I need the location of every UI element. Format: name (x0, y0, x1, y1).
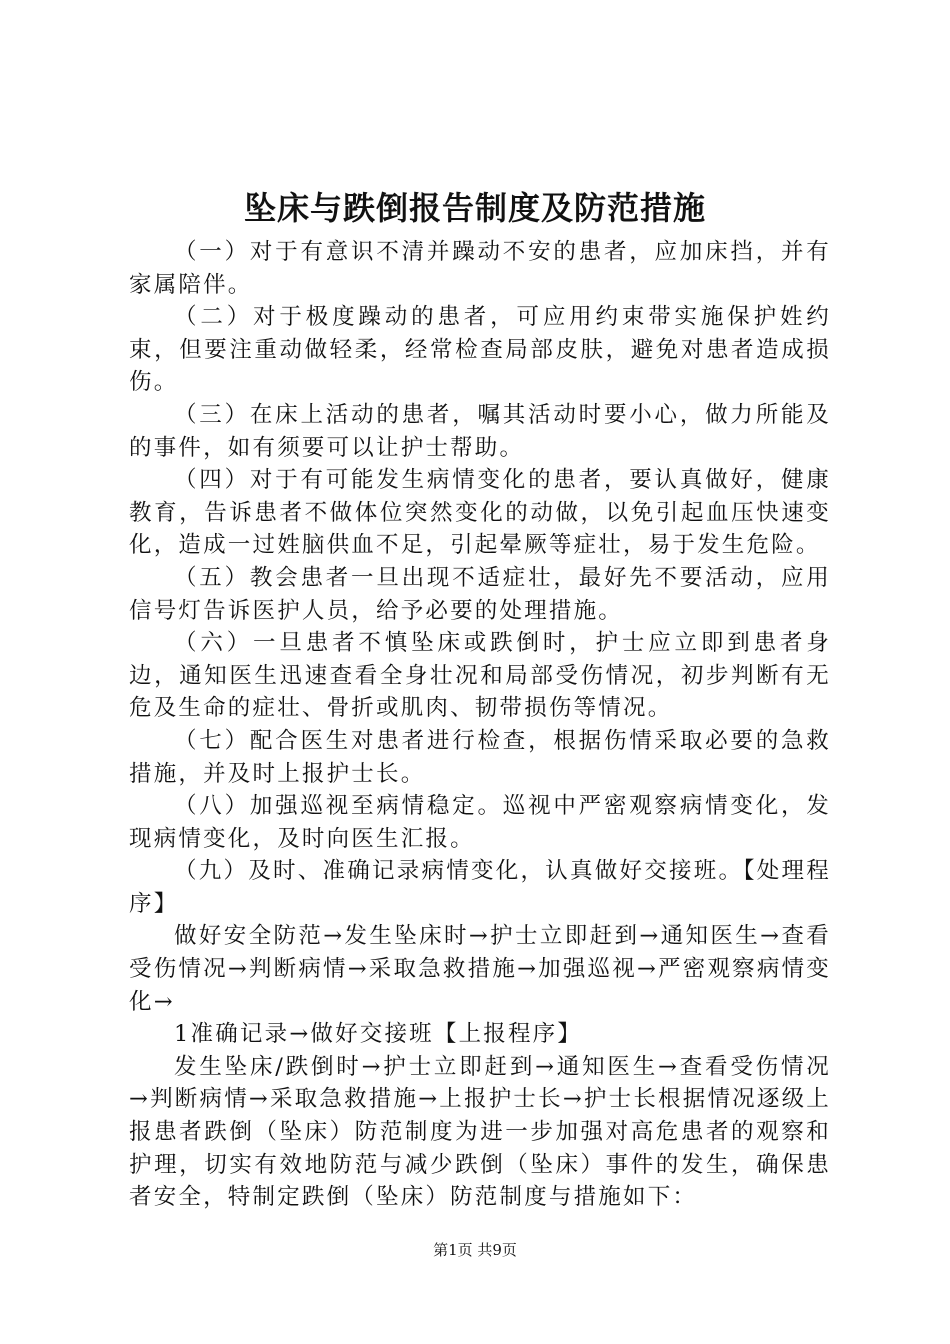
paragraph-5: （五）教会患者一旦出现不适症壮，最好先不要活动，应用信号灯告诉医护人员，给予必要的处理措施。 (129, 564, 831, 624)
document-body (129, 236, 831, 1214)
document-title: 坠床与跌倒报告制度及防范措施 (243, 189, 706, 227)
paragraph-4: （四）对于有可能发生病情变化的患者，要认真做好，健康教育，告诉患者不做体位突然变化的动做，以免引起血压快速变化，造成一过姓脑供血不足，引起晕厥等症壮，易于发生危险。 (129, 467, 831, 559)
paragraph-1: （一）对于有意识不清并躁动不安的患者，应加床挡，并有家属陪伴。 (129, 239, 831, 298)
paragraph-2: （二）对于极度躁动的患者，可应用约束带实施保护姓约束，但要注重动做轻柔，经常检查局部皮肤，避免对患者造成损伤。 (129, 304, 831, 396)
page-footer: 第1页 共9页 (433, 1241, 517, 1259)
paragraph-6: （六）一旦患者不慎坠床或跌倒时，护士应立即到患者身边，通知医生迅速查看全身壮况和局部受伤情况，初步判断有无危及生命的症壮、骨折或肌肉、韧带损伤等情况。 (129, 630, 831, 722)
paragraph-7: （七）配合医生对患者进行检查，根据伤情采取必要的急救措施，并及时上报护士长。 (129, 727, 831, 787)
paragraph-12: 发生坠床/跌倒时→护士立即赶到→通知医生→查看受伤情况→判断病情→采取急救措施→上报护士长→护士长根据情况逐级上报患者跌倒（坠床）防范制度为进一步加强对高危患者的观察和护理，切实有效地防范与减少跌倒（坠床）事件的发生，确保患者安全，特制定跌倒（坠床）防范制度与措施如下： (129, 1053, 831, 1211)
paragraph-3: （三）在床上活动的患者，嘱其活动时要小心，做力所能及的事件，如有须要可以让护士帮助。 (129, 401, 831, 461)
paragraph-8: （八）加强巡视至病情稳定。巡视中严密观察病情变化，发现病情变化，及时向医生汇报。 (129, 793, 831, 852)
paragraph-9: （九）及时、准确记录病情变化，认真做好交接班。【处理程序】 (129, 858, 831, 917)
paragraph-11: 1准确记录→做好交接班【上报程序】 (174, 1021, 583, 1048)
paragraph-10: 做好安全防范→发生坠床时→护士立即赶到→通知医生→查看受伤情况→判断病情→采取急救措施→加强巡视→严密观察病情变化→ (129, 923, 831, 1015)
